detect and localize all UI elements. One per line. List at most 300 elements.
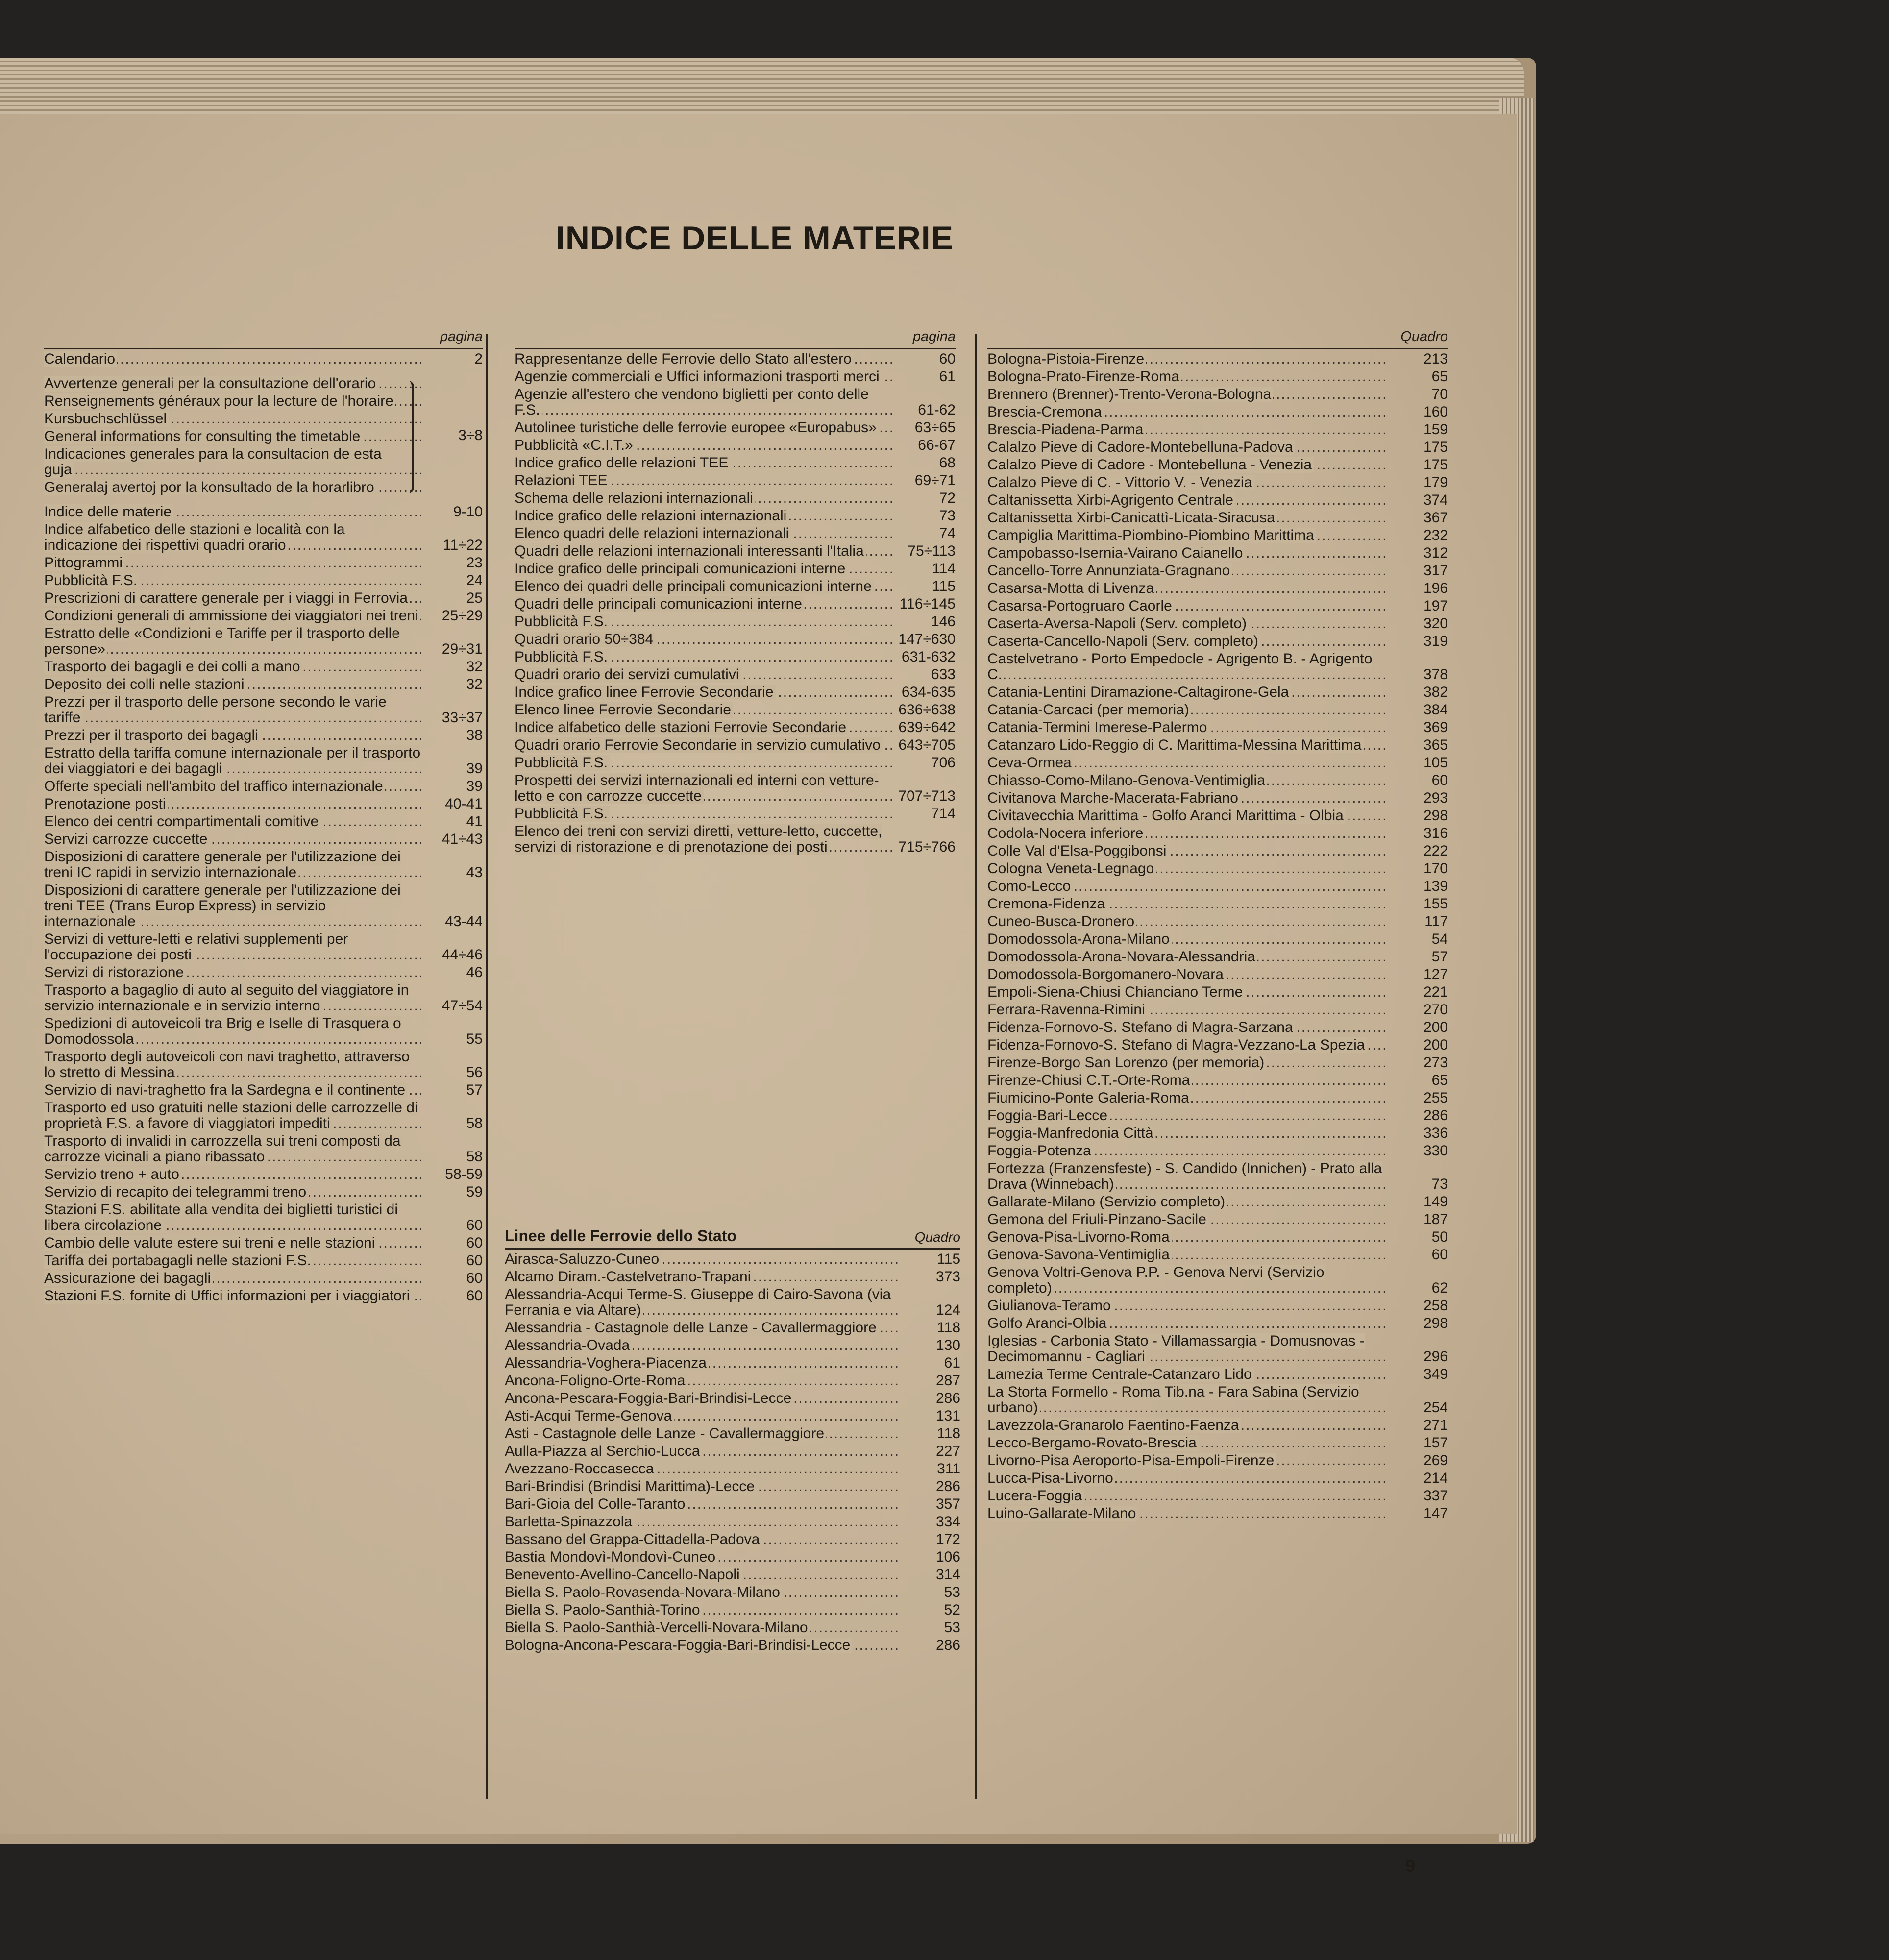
index-entry-page: 43: [466, 864, 483, 881]
index-entry-page: 175: [1423, 457, 1448, 473]
index-entry-title: Trasporto dei bagagli e dei colli a mano: [44, 659, 302, 675]
index-entry-title: Colle Val d'Elsa-Poggibonsi: [987, 843, 1168, 859]
index-entry: [987, 651, 1448, 683]
index-entry: [987, 598, 1448, 614]
index-entry-title: Bastia Mondovì-Mondovì-Cuneo: [505, 1549, 717, 1565]
index-entry-page: 2: [474, 351, 483, 367]
index-entry: [987, 755, 1448, 771]
index-entry-page: 32: [466, 676, 483, 692]
index-entry-title: Asti - Castagnole delle Lanze - Cavallermaggiore: [505, 1426, 826, 1442]
index-entry: [44, 1288, 483, 1304]
index-entry-page: 54: [1431, 931, 1448, 947]
index-entry: [987, 1229, 1448, 1245]
index-entry-title: Alessandria-Acqui Terme-S. Giuseppe di Cairo-Savona (via Ferrania e via Altare): [505, 1287, 891, 1318]
index-entry-page: 349: [1423, 1366, 1448, 1382]
index-entry: [987, 1488, 1448, 1504]
page-title: INDICE DELLE MATERIE: [555, 220, 954, 257]
index-entry: [987, 1020, 1448, 1035]
index-entry-page: 60: [466, 1288, 483, 1304]
index-entry-page: 57: [1431, 949, 1448, 965]
index-entry-page: 39: [466, 760, 483, 777]
index-entry: [987, 685, 1448, 700]
index-entry-title: Alessandria-Ovada: [505, 1338, 632, 1353]
index-entry-title: Cancello-Torre Annunziata-Gragnano: [987, 563, 1232, 579]
index-entry-page: 70: [1431, 386, 1448, 402]
index-entry-page: 68: [939, 455, 956, 471]
index-entry: [44, 931, 483, 963]
index-entry-page: 160: [1423, 404, 1448, 420]
index-entry: [44, 411, 483, 427]
index-entry-title: Calalzo Pieve di Cadore-Montebelluna-Padova: [987, 440, 1295, 455]
index-entry-title: Campobasso-Isernia-Vairano Caianello: [987, 545, 1245, 561]
index-entry: [987, 967, 1448, 982]
index-entry: [987, 1265, 1448, 1296]
index-entry-page: 714: [931, 806, 956, 822]
index-entry: [515, 579, 956, 594]
index-entry: [515, 806, 956, 822]
index-entry-title: Biella S. Paolo-Santhià-Vercelli-Novara-Milano: [505, 1620, 810, 1636]
index-entry-page: 58-59: [445, 1166, 483, 1182]
index-entry: [987, 1384, 1448, 1416]
index-entry: [505, 1355, 960, 1371]
column-3: [987, 324, 1448, 1521]
index-entry-page: 155: [1423, 896, 1448, 912]
index-entry-title: Indicaciones generales para la consultacion de esta guja: [44, 446, 382, 478]
index-entry-title: Firenze-Borgo San Lorenzo (per memoria): [987, 1055, 1266, 1071]
index-entry-title: Fortezza (Franzensfeste) - S. Candido (Innichen) - Prato alla Drava (Winnebach): [987, 1161, 1382, 1192]
index-entry-title: Lucca-Pisa-Livorno: [987, 1470, 1115, 1486]
index-entry-title: Prospetti dei servizi internazionali ed interni con vetture-letto e con carrozze cuccette: [515, 773, 879, 804]
index-entry-title: Relazioni TEE: [515, 473, 610, 489]
index-entry-page: 707÷713: [898, 788, 956, 804]
index-entry: [987, 790, 1448, 806]
index-entry: [44, 376, 483, 392]
index-entry-page: 60: [1431, 1247, 1448, 1263]
index-entry: [987, 1247, 1448, 1263]
index-entry: [505, 1549, 960, 1565]
index-entry: [505, 1373, 960, 1389]
index-entry-title: Pubblicità F.S.: [515, 806, 610, 822]
index-entry: [515, 490, 956, 506]
index-entry-page: 271: [1423, 1417, 1448, 1433]
index-entry-page: 334: [935, 1514, 960, 1530]
index-entry: [505, 1287, 960, 1318]
index-entry-title: Offerte speciali nell'ambito del traffico internazionale: [44, 779, 385, 794]
index-entry-title: Cologna Veneta-Legnago: [987, 861, 1156, 877]
index-entry: [987, 1470, 1448, 1486]
index-entry: [987, 528, 1448, 543]
index-entry-page: 118: [937, 1425, 960, 1442]
index-entry: [44, 694, 483, 726]
index-entry-page: 317: [1423, 563, 1448, 579]
index-entry-title: Servizi carrozze cuccette: [44, 832, 209, 847]
index-entry-page: 337: [1423, 1488, 1448, 1504]
index-entry: [987, 1073, 1448, 1088]
index-entry: [987, 808, 1448, 824]
index-entry: [505, 1338, 960, 1353]
index-entry-page: 43-44: [445, 913, 483, 930]
index-entry-title: Cambio delle valute estere sui treni e nelle stazioni: [44, 1235, 377, 1251]
index-entry-page: 316: [1423, 825, 1448, 841]
index-entry: [515, 649, 956, 665]
index-entry: [44, 1082, 483, 1098]
column-1-entries-top: [44, 351, 483, 367]
index-entry: [505, 1251, 960, 1267]
index-entry-page: 124: [935, 1302, 960, 1318]
index-entry-page: 33÷37: [442, 710, 483, 726]
index-entry-page: 258: [1423, 1298, 1448, 1314]
index-entry: [515, 702, 956, 718]
index-entry-page: 73: [1431, 1176, 1448, 1192]
index-entry-title: Indice alfabetico delle stazioni Ferrovie Secondarie: [515, 720, 848, 735]
index-entry-title: Tariffa dei portabagagli nelle stazioni F.S.: [44, 1253, 313, 1269]
index-entry-page: 127: [1423, 966, 1448, 982]
index-entry-title: Campiglia Marittima-Piombino-Piombino Marittima: [987, 528, 1316, 543]
page-number: 9: [1405, 1856, 1416, 1876]
index-entry: [44, 504, 483, 520]
index-entry-page: 106: [935, 1549, 960, 1565]
index-entry-page: 41÷43: [442, 831, 483, 847]
index-entry-page: 298: [1423, 808, 1448, 824]
index-entry-page: 11÷22: [443, 537, 483, 553]
index-entry: [505, 1426, 960, 1442]
index-entry-page: 62: [1431, 1280, 1448, 1296]
index-entry: [44, 1253, 483, 1269]
index-entry: [987, 1453, 1448, 1469]
index-entry-title: Brennero (Brenner)-Trento-Verona-Bologna: [987, 387, 1273, 402]
index-entry-page: 75÷113: [908, 543, 956, 559]
index-entry-title: Indice alfabetico delle stazioni e località con la indicazione dei rispettivi quadri orario: [44, 522, 345, 553]
index-entry-page: 23: [466, 555, 483, 571]
index-entry-page: 255: [1423, 1090, 1448, 1106]
index-entry: [44, 522, 483, 553]
index-entry-page: 131: [935, 1408, 960, 1424]
index-entry-title: Golfo Aranci-Olbia: [987, 1316, 1108, 1331]
index-entry: [987, 1316, 1448, 1331]
index-entry-title: Gemona del Friuli-Pinzano-Sacile: [987, 1212, 1208, 1227]
index-entry: [987, 1090, 1448, 1106]
index-entry-title: Civitanova Marche-Macerata-Fabriano: [987, 790, 1240, 806]
index-entry: [515, 473, 956, 489]
index-entry: [44, 429, 483, 444]
index-entry-title: Trasporto ed uso gratuiti nelle stazioni delle carrozzelle di proprietà F.S. a favore di viaggiatori impediti: [44, 1100, 418, 1131]
index-entry: [987, 737, 1448, 753]
index-entry-title: Elenco dei treni con servizi diretti, vetture-letto, cuccette, servizi di ristorazione e di prenotazione dei posti: [515, 824, 883, 855]
index-entry: [44, 1100, 483, 1131]
index-entry-page: 46: [466, 964, 483, 980]
index-entry-title: Domodossola-Borgomanero-Novara: [987, 967, 1226, 982]
index-entry: [505, 1269, 960, 1285]
index-entry: [505, 1479, 960, 1494]
index-entry-title: Renseignements généraux pour la lecture de l'horaire: [44, 393, 395, 409]
index-entry-page: 298: [1423, 1315, 1448, 1331]
index-entry-title: Aulla-Piazza al Serchio-Lucca: [505, 1444, 702, 1459]
index-entry: [987, 1333, 1448, 1365]
index-entry: [44, 677, 483, 692]
index-entry-title: Calalzo Pieve di C. - Vittorio V. - Venezia: [987, 475, 1254, 490]
index-entry: [987, 563, 1448, 579]
index-entry-page: 367: [1423, 510, 1448, 526]
index-entry-page: 214: [1423, 1470, 1448, 1486]
index-entry-title: Lecco-Bergamo-Rovato-Brescia: [987, 1435, 1199, 1451]
index-entry: [44, 728, 483, 743]
index-entry: [987, 914, 1448, 930]
index-entry-title: Quadri orario 50÷384: [515, 632, 655, 647]
index-entry: [987, 545, 1448, 561]
index-entry-page: 287: [935, 1372, 960, 1389]
index-entry-page: 65: [1431, 1072, 1448, 1088]
index-entry-page: 40-41: [445, 796, 483, 812]
column-2: [515, 324, 956, 855]
index-entry-page: 213: [1423, 351, 1448, 367]
index-entry-title: Indice delle materie: [44, 504, 173, 520]
index-entry-page: 384: [1423, 702, 1448, 718]
index-entry-title: Bologna-Pistoia-Firenze: [987, 351, 1146, 367]
index-entry-page: 369: [1423, 719, 1448, 735]
index-entry-title: Foggia-Manfredonia Città: [987, 1126, 1155, 1141]
lines-entries: [505, 1251, 960, 1653]
index-entry-title: Lucera-Foggia: [987, 1488, 1084, 1504]
index-entry-title: Ancona-Foligno-Orte-Roma: [505, 1373, 687, 1389]
index-entry-title: Quadri delle relazioni internazionali interessanti l'Italia: [515, 543, 866, 559]
index-entry-title: Asti-Acqui Terme-Genova: [505, 1408, 674, 1424]
index-entry-title: Calendario: [44, 351, 117, 367]
index-entry: [987, 387, 1448, 402]
index-entry-title: Gallarate-Milano (Servizio completo): [987, 1194, 1227, 1210]
index-entry: [505, 1585, 960, 1600]
index-entry-page: 286: [935, 1637, 960, 1653]
index-entry: [515, 387, 956, 418]
book-top-edge: [0, 58, 1524, 117]
index-entry-title: Disposizioni di carattere generale per l'utilizzazione dei treni IC rapidi in servizio internazionale: [44, 849, 401, 881]
index-entry: [44, 882, 483, 930]
index-entry-page: 319: [1423, 633, 1448, 649]
index-entry-title: Cremona-Fidenza: [987, 896, 1107, 912]
index-entry-page: 69÷71: [914, 472, 956, 489]
index-entry-page: 57: [466, 1082, 483, 1098]
index-entry: [44, 849, 483, 881]
index-entry-title: Bassano del Grappa-Cittadella-Padova: [505, 1532, 761, 1547]
index-entry-title: Autolinee turistiche delle ferrovie europee «Europabus»: [515, 420, 879, 436]
index-entry: [515, 614, 956, 630]
index-entry-title: Alessandria - Castagnole delle Lanze - Cavallermaggiore: [505, 1320, 879, 1336]
index-entry-page: 157: [1423, 1435, 1448, 1451]
index-entry: [44, 351, 483, 367]
group-brace: [404, 381, 414, 493]
index-entry-title: Servizi di ristorazione: [44, 965, 186, 980]
index-entry-page: 60: [1431, 772, 1448, 788]
index-entry-title: Indice grafico delle relazioni TEE: [515, 455, 730, 471]
index-entry-page: 314: [935, 1567, 960, 1583]
index-entry: [515, 455, 956, 471]
index-entry: [987, 843, 1448, 859]
index-entry-title: Livorno-Pisa Aeroporto-Pisa-Empoli-Firenze: [987, 1453, 1276, 1469]
index-entry-title: Genova-Pisa-Livorno-Roma: [987, 1229, 1172, 1245]
index-entry-page: 631-632: [901, 649, 956, 665]
index-entry-page: 105: [1423, 755, 1448, 771]
index-entry-title: Foggia-Potenza: [987, 1143, 1093, 1159]
index-entry-title: Pubblicità «C.I.T.»: [515, 438, 635, 453]
index-entry: [987, 1126, 1448, 1141]
index-entry-title: Bologna-Ancona-Pescara-Foggia-Bari-Brindisi-Lecce: [505, 1638, 852, 1653]
index-entry-page: 634-635: [901, 684, 956, 700]
index-entry-page: 643÷705: [898, 737, 956, 753]
index-entry-page: 47÷54: [442, 998, 483, 1014]
index-entry: [44, 965, 483, 980]
index-entry: [987, 369, 1448, 385]
index-entry-title: Pubblicità F.S.: [515, 649, 610, 665]
index-entry-page: 115: [937, 1251, 960, 1267]
index-entry-title: Firenze-Chiusi C.T.-Orte-Roma: [987, 1073, 1192, 1088]
index-entry: [987, 475, 1448, 490]
index-entry-title: Fidenza-Fornovo-S. Stefano di Magra-Vezzano-La Spezia: [987, 1037, 1367, 1053]
index-entry-page: 706: [931, 755, 956, 771]
index-entry-page: 296: [1423, 1348, 1448, 1365]
index-entry: [987, 634, 1448, 649]
index-entry-title: Assicurazione dei bagagli: [44, 1271, 213, 1286]
index-entry-page: 179: [1423, 474, 1448, 490]
index-entry-page: 25÷29: [442, 608, 483, 624]
index-entry-page: 61: [944, 1355, 960, 1371]
index-entry: [987, 984, 1448, 1000]
index-entry-page: 311: [937, 1461, 960, 1477]
index-entry: [44, 796, 483, 812]
index-entry-title: Quadri orario dei servizi cumulativi: [515, 667, 741, 683]
index-entry-page: 382: [1423, 684, 1448, 700]
index-entry: [987, 896, 1448, 912]
index-entry-page: 320: [1423, 615, 1448, 632]
index-entry: [987, 1161, 1448, 1192]
index-entry-page: 52: [944, 1602, 960, 1618]
index-entry-title: Elenco quadri delle relazioni internazionali: [515, 526, 791, 541]
index-entry-title: Luino-Gallarate-Milano: [987, 1506, 1138, 1521]
index-entry: [515, 420, 956, 436]
index-entry-page: 53: [944, 1584, 960, 1600]
index-entry-page: 44÷46: [442, 947, 483, 963]
index-entry-title: Casarsa-Portogruaro Caorle: [987, 598, 1174, 614]
index-entry-page: 149: [1423, 1194, 1448, 1210]
index-entry: [44, 1271, 483, 1286]
index-entry-title: Trasporto degli autoveicoli con navi traghetto, attraverso lo stretto di Messina: [44, 1049, 410, 1080]
index-entry: [515, 369, 956, 385]
index-entry: [987, 720, 1448, 735]
column-divider-1: [486, 334, 488, 1799]
index-entry: [515, 685, 956, 700]
index-entry-title: Estratto della tariffa comune internazionale per il trasporto dei viaggiatori e dei bagagli: [44, 745, 421, 777]
index-entry-page: 60: [939, 351, 956, 367]
index-entry-page: 56: [466, 1064, 483, 1080]
index-entry-page: 39: [466, 778, 483, 794]
index-entry-title: Servizio treno + auto: [44, 1167, 181, 1182]
index-entry: [987, 1435, 1448, 1451]
index-entry: [44, 446, 483, 478]
index-entry-page: 639÷642: [898, 719, 956, 735]
index-entry: [44, 982, 483, 1014]
index-entry-title: Estratto delle «Condizioni e Tariffe per il trasporto delle persone»: [44, 626, 400, 657]
lines-section: [505, 1227, 960, 1653]
index-entry-title: Fidenza-Fornovo-S. Stefano di Magra-Sarzana: [987, 1020, 1295, 1035]
index-entry-title: Lamezia Terme Centrale-Catanzaro Lido: [987, 1367, 1254, 1382]
index-entry-page: 336: [1423, 1125, 1448, 1141]
index-entry: [44, 745, 483, 777]
index-entry-page: 200: [1423, 1019, 1448, 1035]
index-entry-title: Pubblicità F.S.: [515, 755, 610, 771]
index-entry-title: Indice grafico delle relazioni internazionali: [515, 508, 788, 524]
index-entry-page: 59: [466, 1184, 483, 1200]
index-entry: [505, 1638, 960, 1653]
index-entry-title: Caserta-Aversa-Napoli (Serv. completo): [987, 616, 1249, 632]
index-entry: [44, 814, 483, 830]
index-entry-title: Casarsa-Motta di Livenza: [987, 581, 1156, 596]
lines-section-header-label: Quadro: [914, 1229, 960, 1245]
index-entry: [505, 1532, 960, 1547]
index-entry-title: Indice grafico linee Ferrovie Secondarie: [515, 685, 776, 700]
index-entry-title: Elenco dei quadri delle principali comunicazioni interne: [515, 579, 874, 594]
index-entry-page: 147÷630: [898, 631, 956, 647]
index-entry: [505, 1620, 960, 1636]
index-entry: [987, 510, 1448, 526]
index-entry-title: General informations for consulting the timetable: [44, 429, 362, 444]
index-entry-title: Elenco dei centri compartimentali comitive: [44, 814, 320, 830]
index-entry: [505, 1514, 960, 1530]
index-entry-page: 130: [935, 1337, 960, 1353]
index-entry-page: 61: [939, 368, 956, 385]
index-entry-page: 53: [944, 1619, 960, 1636]
column-1-header-label: pagina: [440, 329, 483, 344]
index-entry-page: 270: [1423, 1002, 1448, 1018]
index-entry-page: 55: [466, 1031, 483, 1047]
index-entry-title: Civitavecchia Marittima - Golfo Aranci Marittima - Olbia: [987, 808, 1346, 824]
index-entry: [987, 949, 1448, 965]
index-entry-page: 286: [935, 1390, 960, 1406]
index-entry-title: Ferrara-Ravenna-Rimini: [987, 1002, 1147, 1018]
index-entry-page: 269: [1423, 1452, 1448, 1469]
index-entry-title: Stazioni F.S. fornite di Uffici informazioni per i viaggiatori: [44, 1288, 412, 1304]
index-entry: [987, 1055, 1448, 1071]
index-entry-title: Airasca-Saluzzo-Cuneo: [505, 1251, 661, 1267]
index-entry: [505, 1567, 960, 1583]
index-entry: [987, 351, 1448, 367]
index-entry: [987, 1298, 1448, 1314]
column-3-entries: [987, 351, 1448, 1521]
index-entry-title: Generalaj avertoj por la konsultado de la horarlibro: [44, 480, 376, 495]
index-entry-title: Elenco linee Ferrovie Secondarie: [515, 702, 733, 718]
index-entry-title: Catanzaro Lido-Reggio di C. Marittima-Messina Marittima: [987, 737, 1364, 753]
index-entry: [44, 573, 483, 588]
index-entry: [44, 1235, 483, 1251]
index-entry: [515, 824, 956, 855]
index-entry: [987, 931, 1448, 947]
lines-section-title: Linee delle Ferrovie dello Stato: [505, 1227, 737, 1245]
column-3-header: [987, 324, 1448, 349]
index-entry-page: 116÷145: [899, 596, 956, 612]
index-entry-title: Como-Lecco: [987, 879, 1073, 894]
index-entry-page: 114: [932, 561, 956, 577]
index-entry-page: 38: [466, 727, 483, 743]
index-entry-title: Catania-Termini Imerese-Palermo: [987, 720, 1209, 735]
index-entry-page: 146: [931, 613, 956, 630]
index-entry-title: Fiumicino-Ponte Galeria-Roma: [987, 1090, 1191, 1106]
index-entry-page: 73: [939, 508, 956, 524]
column-1-entries: [44, 504, 483, 1304]
index-entry: [505, 1320, 960, 1336]
index-entry: [505, 1444, 960, 1459]
lines-section-header: [505, 1227, 960, 1250]
index-entry: [987, 1108, 1448, 1124]
index-entry: [987, 581, 1448, 596]
group-page-ref: 3÷8: [458, 427, 483, 443]
index-entry-title: Spedizioni di autoveicoli tra Brig e Iselle di Trasquera o Domodossola: [44, 1016, 401, 1047]
